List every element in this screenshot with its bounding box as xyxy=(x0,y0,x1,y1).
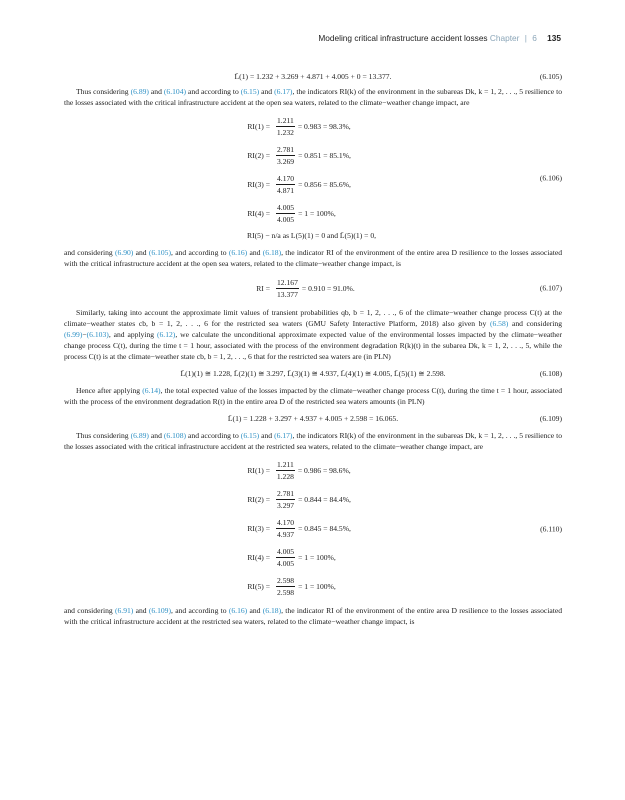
text-run: Thus considering xyxy=(76,431,131,440)
text-run: and xyxy=(259,87,275,96)
numerator: 2.598 xyxy=(277,576,295,585)
equation-line xyxy=(64,543,562,572)
equation-line-last xyxy=(64,228,562,243)
equation-number: (6.107) xyxy=(539,283,562,293)
text-run: Hence after applying xyxy=(76,386,143,395)
text-run: , and according to xyxy=(171,248,229,257)
equation-text: L̄(1) = 1.232 + 3.269 + 4.871 + 4.005 + 0 = 13.377. xyxy=(234,72,392,81)
running-header xyxy=(318,33,561,43)
equation-rhs: = 1 = 100%, xyxy=(298,582,336,591)
denominator: 13.377 xyxy=(277,289,298,299)
numerator: 4.005 xyxy=(277,203,295,212)
equation-line xyxy=(64,112,562,141)
numerator: 1.211 xyxy=(277,116,294,125)
fraction xyxy=(276,460,295,481)
denominator: 3.297 xyxy=(277,501,295,510)
page-body xyxy=(64,70,562,631)
denominator: 4.005 xyxy=(277,559,295,568)
equation-number: (6.108) xyxy=(539,369,562,378)
equation-line xyxy=(64,141,562,170)
equation-link[interactable]: (6.14) xyxy=(142,386,161,395)
equation-link[interactable]: (6.18) xyxy=(262,248,282,257)
text-run: , the indicators RI(k) of the environment in the subareas Dk, k = 1, 2, . . ., 5 resilience to the losses associated with the critical infrastructure accident at the restricted sea waters, related to the climate−weather change impact, are xyxy=(64,431,563,451)
equation-link[interactable]: (6.103) xyxy=(86,330,109,339)
denominator: 4.937 xyxy=(277,530,295,539)
equation-lhs: RI(4) = xyxy=(247,209,270,218)
equation-link[interactable]: (6.104) xyxy=(163,87,187,96)
text-run: and xyxy=(247,606,263,615)
equation-lhs: RI(1) = xyxy=(247,122,270,131)
equation-rhs: = 0.845 = 84.5%, xyxy=(298,524,351,533)
equation-number: (6.109) xyxy=(539,414,562,423)
text-run: Thus considering xyxy=(76,87,131,96)
denominator: 1.232 xyxy=(276,128,294,137)
denominator: 4.871 xyxy=(277,186,295,195)
numerator: 1.211 xyxy=(277,460,294,469)
equation-6-107 xyxy=(64,273,562,303)
equation-text: RI(5) − n/a as L(5)(1) = 0 and L̄(5)(1) = 0, xyxy=(247,231,377,240)
equation-number: (6.110) xyxy=(540,524,562,533)
fraction xyxy=(276,278,299,299)
equation-link[interactable]: (6.90) xyxy=(114,248,134,257)
equation-lhs: RI(1) = xyxy=(247,466,270,475)
equation-number: (6.105) xyxy=(539,72,562,81)
equation-system-6-110 xyxy=(64,456,562,601)
paragraph-6 xyxy=(64,605,562,627)
paragraph-5 xyxy=(64,430,562,452)
text-run: , the indicator RI of the environment of the entire area D resilience to the losses associated with the critical infrastructure accident at the restricted sea waters, related to the climate−weather change impact, is xyxy=(64,606,562,626)
equation-rhs: = 0.986 = 98.6%, xyxy=(297,466,351,475)
text-run: , the indicators RI(k) of the environment in the subareas Dk, k = 1, 2, . . ., 5 resilience to the losses associated with the critical infrastructure accident at the open sea waters, related to the climate−weather change impact, are xyxy=(64,87,563,107)
equation-link[interactable]: (6.108) xyxy=(163,431,187,440)
denominator: 2.598 xyxy=(277,588,295,597)
equation-link[interactable]: (6.18) xyxy=(262,606,282,615)
text-run: and xyxy=(133,606,149,615)
equation-6-108 xyxy=(64,368,562,379)
chapter-label: Chapter xyxy=(489,33,520,43)
equation-line xyxy=(64,514,562,543)
equation-link[interactable]: (6.17) xyxy=(274,87,293,96)
numerator: 4.005 xyxy=(277,547,295,556)
numerator: 4.170 xyxy=(277,174,295,183)
text-run: and xyxy=(259,431,275,440)
numerator: 12.167 xyxy=(277,277,298,287)
equation-link[interactable]: (6.12) xyxy=(156,330,176,339)
equation-rhs: = 0.910 = 91.0%. xyxy=(301,283,355,293)
equation-number: (6.106) xyxy=(539,173,562,182)
equation-link[interactable]: (6.99) xyxy=(64,330,83,339)
numerator: 4.170 xyxy=(277,518,295,527)
equation-link[interactable]: (6.91) xyxy=(114,606,134,615)
equation-text: L̄(1) = 1.228 + 3.297 + 4.937 + 4.005 + 2.598 = 16.065. xyxy=(227,414,399,423)
equation-lhs: RI(4) = xyxy=(247,553,270,562)
equation-text: L̄(1)(1) ≅ 1.228, L̄(2)(1) ≅ 3.297, L̄(3)(1) ≅ 4.937, L̄(4)(1) ≅ 4.005, L̄(5)(1) ≅ 2.598. xyxy=(180,369,446,378)
equation-rhs: = 1 = 100%, xyxy=(298,209,336,218)
running-title: Modeling critical infrastructure accident losses xyxy=(318,33,488,43)
paragraph-3 xyxy=(64,307,562,362)
header-separator: | xyxy=(524,33,527,43)
text-run: − xyxy=(82,330,87,339)
equation-rhs: = 1 = 100%, xyxy=(298,553,336,562)
numerator: 2.781 xyxy=(277,145,295,154)
text-run: and considering xyxy=(508,319,562,328)
equation-link[interactable]: (6.109) xyxy=(148,606,172,615)
equation-line xyxy=(64,170,562,199)
fraction xyxy=(276,547,295,568)
equation-lhs: RI(5) = xyxy=(247,582,270,591)
text-run: and considering xyxy=(64,248,115,257)
fraction xyxy=(276,489,295,510)
paragraph-4 xyxy=(64,385,562,407)
equation-link[interactable]: (6.16) xyxy=(228,606,248,615)
text-run: and xyxy=(148,431,164,440)
denominator: 4.005 xyxy=(277,215,295,224)
denominator: 3.269 xyxy=(277,157,295,166)
page-number: 135 xyxy=(547,33,561,43)
paragraph-2 xyxy=(64,247,562,269)
numerator: 2.781 xyxy=(277,489,295,498)
equation-link[interactable]: (6.17) xyxy=(274,431,293,440)
equation-rhs: = 0.851 = 85.1%, xyxy=(298,151,351,160)
equation-link[interactable]: (6.16) xyxy=(228,248,248,257)
equation-lhs: RI(2) = xyxy=(247,151,270,160)
equation-link[interactable]: (6.89) xyxy=(130,87,149,96)
text-run: , the total expected value of the losses impacted by the climate−weather change process C(t), during the time t = 1 hour, associated with the process of the environment degradation R(t) in the entire area D of the restricted sea waters amounts (in PLN) xyxy=(64,386,563,406)
equation-line xyxy=(64,456,562,485)
fraction xyxy=(276,518,295,539)
equation-line xyxy=(64,199,562,228)
equation-link[interactable]: (6.15) xyxy=(240,87,260,96)
text-run: and xyxy=(148,87,164,96)
equation-lhs: RI(3) = xyxy=(247,524,270,533)
equation-line xyxy=(64,485,562,514)
text-run: , the indicator RI of the environment of the entire area D resilience to the losses associated with the critical infrastructure accident at the open sea waters, related to the climate−weather change impact, is xyxy=(64,248,562,268)
fraction xyxy=(276,116,295,137)
chapter-number: 6 xyxy=(532,33,537,43)
text-run: , we calculate the unconditional approximate expected value of the environmental losses impacted by the climate−weather change process C(t), during the time t = 1 hour, associated with the process of the environment degradation R(k)(t) in the subarea Dk, k = 1, 2, . . ., 5, while the process C(t) is at the climate−weather state cb, b = 1, 2, . . ., 6 that for the restricted sea waters are (in PLN) xyxy=(64,330,562,361)
text-run: and according to xyxy=(186,87,241,96)
equation-system-6-106 xyxy=(64,112,562,243)
equation-6-109 xyxy=(64,413,562,424)
equation-lhs: RI(3) = xyxy=(247,180,270,189)
equation-6-105 xyxy=(64,71,562,82)
fraction xyxy=(276,203,295,224)
text-run: , and applying xyxy=(108,330,157,339)
text-run: and xyxy=(133,248,149,257)
text-run: and according to xyxy=(186,431,241,440)
equation-link[interactable]: (6.89) xyxy=(130,431,149,440)
equation-link[interactable]: (6.105) xyxy=(148,248,172,257)
text-run: and considering xyxy=(64,606,115,615)
equation-link[interactable]: (6.58) xyxy=(489,319,509,328)
denominator: 1.228 xyxy=(276,472,294,481)
fraction xyxy=(276,576,295,597)
equation-rhs: = 0.844 = 84.4%, xyxy=(298,495,351,504)
equation-lhs: RI = xyxy=(256,283,270,293)
equation-rhs: = 0.983 = 98.3%, xyxy=(297,122,351,131)
text-run: Similarly, taking into account the approximate limit values of transient probabilities qb, b = 1, 2, . . ., 6 of the climate−weather change process C(t) at the climate−weather states cb, b = 1, 2, . . ., 6 for the restricted sea waters (GMU Safety Interactive Platform, 2018) also given by xyxy=(64,308,562,328)
paragraph-1 xyxy=(64,86,562,108)
text-run: and xyxy=(247,248,263,257)
text-run: , and according to xyxy=(171,606,229,615)
equation-lhs: RI(2) = xyxy=(247,495,270,504)
fraction xyxy=(276,174,295,195)
equation-line xyxy=(64,572,562,601)
fraction xyxy=(276,145,295,166)
equation-rhs: = 0.856 = 85.6%, xyxy=(298,180,351,189)
equation-link[interactable]: (6.15) xyxy=(240,431,260,440)
